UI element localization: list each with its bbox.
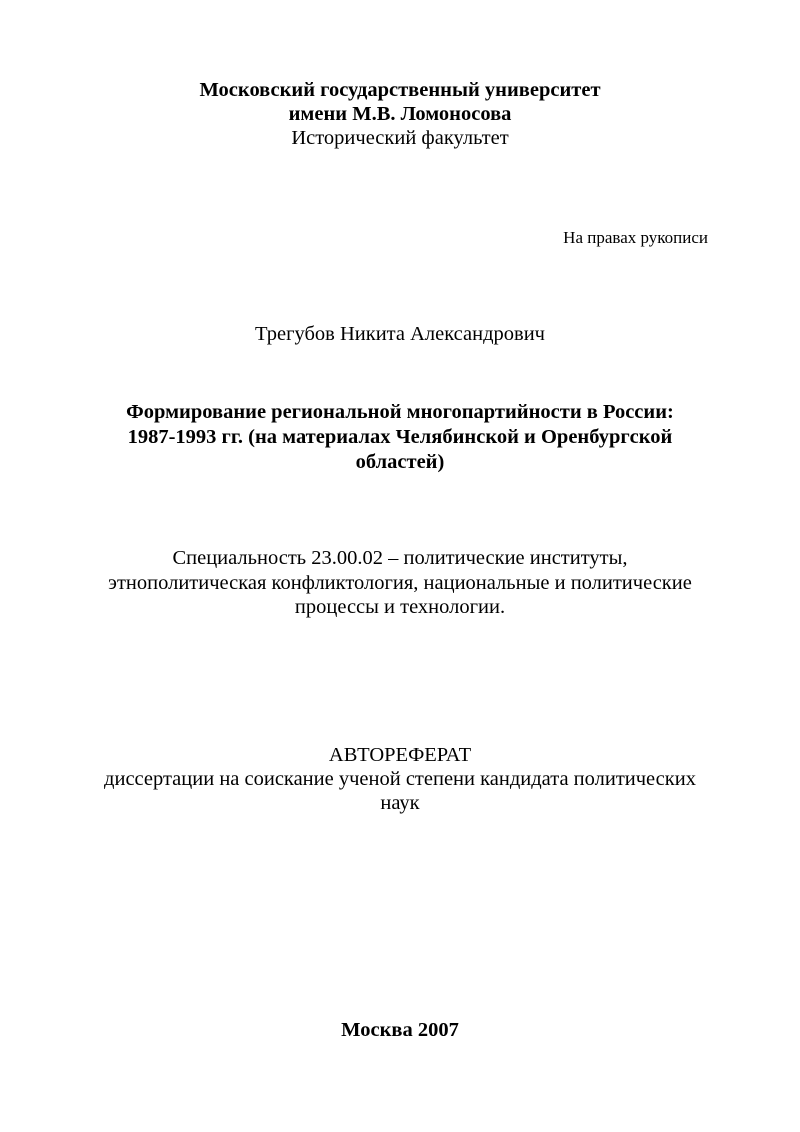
document-type-line-2: наук (380, 792, 420, 814)
dissertation-title (0, 400, 800, 475)
title-line-2: 1987-1993 гг. (на материалах Челябинской и Оренбургской (127, 426, 673, 448)
university-honorific: имени М.В. Ломоносова (288, 103, 512, 125)
university-header (0, 78, 800, 150)
title-line-3: областей) (355, 451, 445, 473)
document-type (0, 743, 800, 815)
author-name-text: Трегубов Никита Александрович (255, 323, 545, 345)
author-name (0, 322, 800, 346)
specialty-line-3: процессы и технологии. (294, 596, 506, 618)
specialty-line-1: Специальность 23.00.02 – политические институты, (172, 547, 628, 569)
specialty (0, 546, 800, 620)
city-year-text: Москва 2007 (341, 1019, 459, 1041)
document-type-heading: АВТОРЕФЕРАТ (328, 744, 472, 766)
university-name: Московский государственный университет (199, 79, 601, 101)
title-line-1: Формирование региональной многопартийности в России: (126, 401, 674, 423)
specialty-line-2: этнополитическая конфликтология, национальные и политические (108, 571, 692, 594)
manuscript-note: На правах рукописи (563, 228, 708, 247)
faculty-name: Исторический факультет (291, 127, 509, 149)
city-year (0, 1018, 800, 1042)
document-type-line-1: диссертации на соискание ученой степени кандидата политических (104, 768, 696, 790)
